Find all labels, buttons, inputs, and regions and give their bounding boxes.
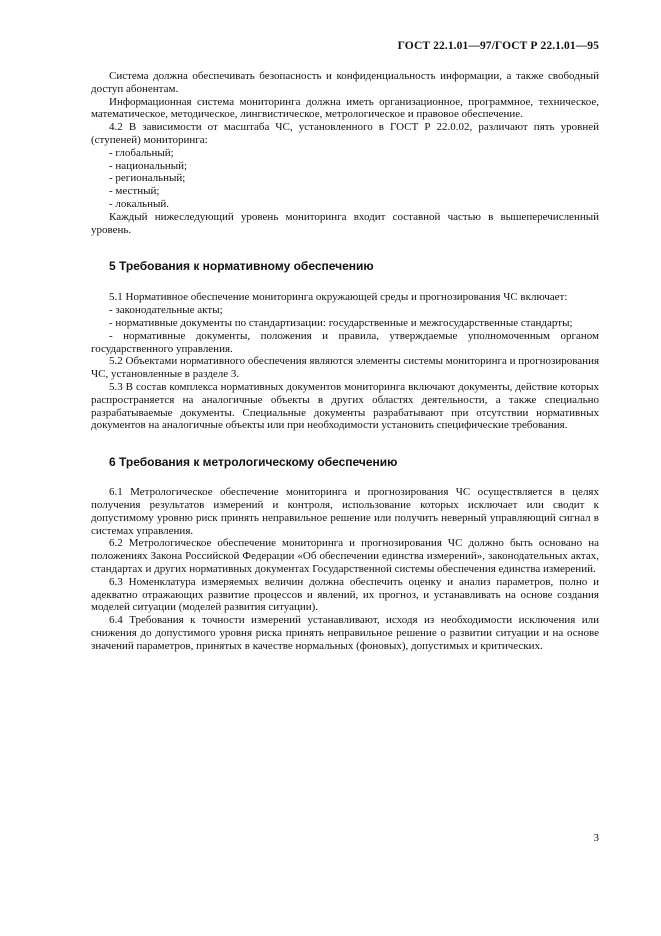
paragraph-6-1: 6.1 Метрологическое обеспечение мониторинга и прогнозирования ЧС осуществляется в целях получения результатов измерений и контроля, использование которых исключает или сводит к допустимому уровню риск принять неправильное решение или получить неверный управляющий сигнал в системах управления. bbox=[91, 486, 599, 537]
page-number: 3 bbox=[593, 832, 599, 844]
level-item-regional: - региональный; bbox=[91, 172, 599, 185]
section-5-title: 5 Требования к нормативному обеспечению bbox=[109, 259, 374, 274]
list-item-regulations: - нормативные документы, положения и правила, утверждаемые уполномоченным органом государственного управления. bbox=[91, 330, 599, 356]
paragraph-4-2: 4.2 В зависимости от масштаба ЧС, установленного в ГОСТ Р 22.0.02, различают пять уровней (ступеней) мониторинга: bbox=[91, 121, 599, 146]
level-item-local: - локальный. bbox=[91, 198, 599, 211]
intro-paragraph-support: Информационная система мониторинга должна иметь организационное, программное, техническое, математическое, методическое, лингвистическое, метрологическое и правовое обеспечение. bbox=[91, 95, 599, 121]
paragraph-6-4: 6.4 Требования к точности измерений устанавливают, исходя из необходимости исключения или снижения до допустимого уровня риска принять неправильное решение о развитии ситуации и на основе значений параметров, принятых в качестве нормальных (фоновых), допустимых и критических. bbox=[91, 614, 599, 652]
paragraph-5-1: 5.1 Нормативное обеспечение мониторинга окружающей среды и прогнозирования ЧС включает: bbox=[109, 291, 568, 304]
page-content bbox=[91, 70, 599, 652]
intro-paragraph-security: Система должна обеспечивать безопасность и конфиденциальность информации, а также свободный доступ абонентам. bbox=[91, 70, 599, 95]
level-item-national: - национальный; bbox=[91, 160, 599, 173]
page-header-doc-code: ГОСТ 22.1.01—97/ГОСТ Р 22.1.01—95 bbox=[397, 40, 599, 52]
intro-paragraph-levels: Каждый нижеследующий уровень мониторинга входит составной частью в вышеперечисленный уровень. bbox=[91, 210, 599, 236]
paragraph-6-3: 6.3 Номенклатура измеряемых величин должна обеспечить оценку и анализ параметров, полно и адекватно отражающих развитие процессов и явлений, их прогноз, и устанавливать на основе создания моделей ситуации (моделей развития ситуации). bbox=[91, 575, 599, 614]
paragraph-5-3: 5.3 В состав комплекса нормативных документов мониторинга включают документы, действие которых распространяется на аналогичные объекты в других областях деятельности, а также специально разрабатываемые документы. Специальные документы разрабатывают при отсутствии нормативных документов на аналогичные объекты или при необходимости установить специфические требования. bbox=[91, 380, 599, 432]
list-item-laws: - законодательные акты; bbox=[91, 304, 599, 317]
level-item-global: - глобальный; bbox=[91, 147, 599, 160]
paragraph-6-2: 6.2 Метрологическое обеспечение мониторинга и прогнозирования ЧС должно быть основано на положениях Закона Российской Федерации «Об обеспечении единства измерений», законодательных актах, стандартах и других нормативных документах Государственной системы обеспечения единства измерений. bbox=[91, 537, 599, 575]
paragraph-5-2: 5.2 Объектами нормативного обеспечения являются элементы системы мониторинга и прогнозирования ЧС, установленные в разделе 3. bbox=[91, 355, 600, 381]
level-item-local-area: - местный; bbox=[91, 185, 599, 198]
list-item-standards: - нормативные документы по стандартизации: государственные и межгосударственные стандарты; bbox=[91, 317, 599, 330]
section-6-title: 6 Требования к метрологическому обеспечению bbox=[109, 455, 398, 470]
